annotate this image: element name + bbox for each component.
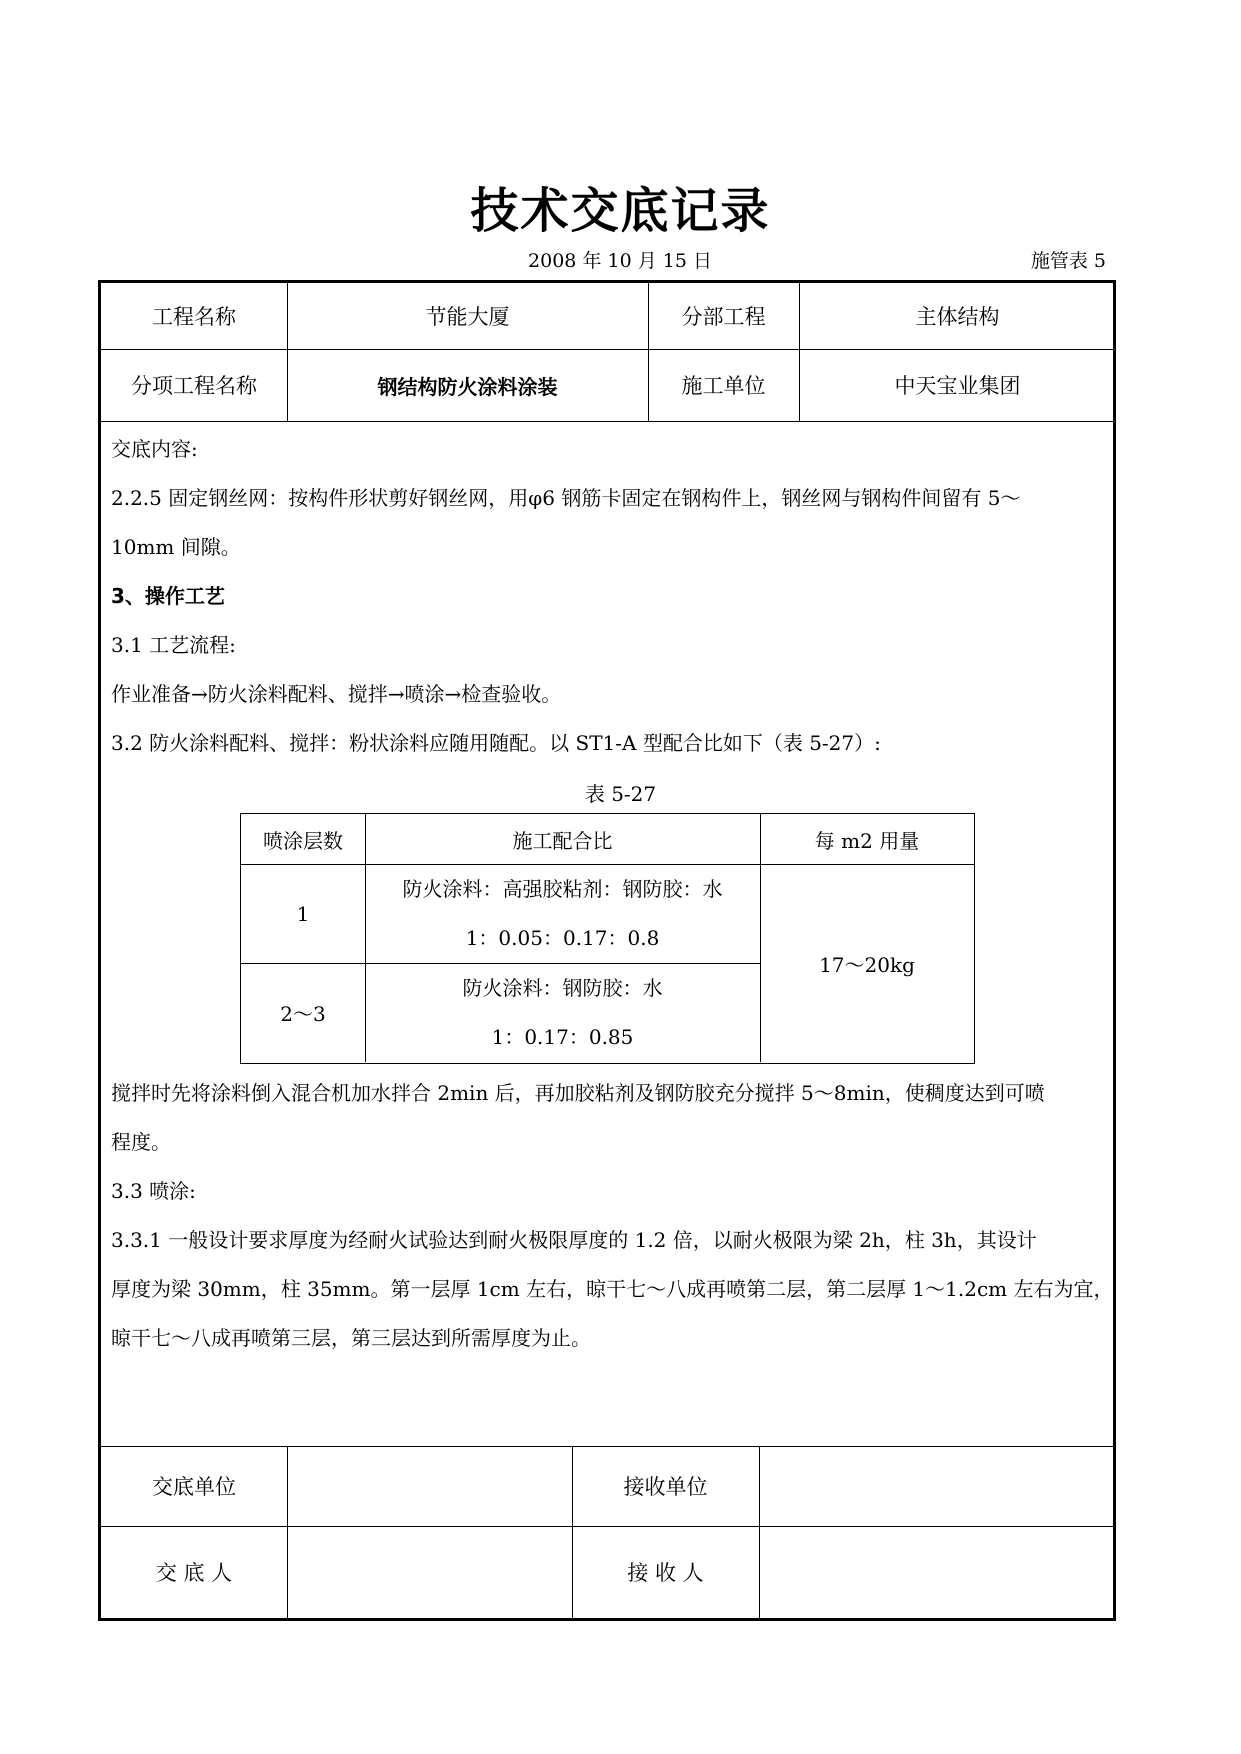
header-usage: 每 m2 用量 (814, 828, 920, 853)
paragraph-line: 3.3 喷涂: (111, 1179, 196, 1203)
paragraph-line: 晾干七～八成再喷第三层，第三层达到所需厚度为止。 (111, 1326, 591, 1350)
row1-ratio-line1: 防火涂料：高强胶粘剂：钢防胶：水 (402, 877, 723, 901)
row-divider (101, 421, 1113, 422)
issuer-field (287, 1526, 572, 1618)
contractor-label: 施工单位 (681, 374, 766, 398)
subitem-label: 分项工程名称 (131, 374, 257, 398)
division-label: 分部工程 (681, 305, 766, 329)
paragraph-line: 3.1 工艺流程: (111, 633, 236, 657)
content-heading: 交底内容: (111, 437, 198, 461)
table-caption: 表 5-27 (584, 782, 657, 806)
receiver-unit-label: 接收单位 (623, 1475, 708, 1499)
paragraph-line: 3.2 防火涂料配料、搅拌：粉状涂料应随用随配。以 ST1-A 型配合比如下（表 5-27）: (111, 731, 881, 755)
document-date: 2008 年 10 月 15 日 (528, 250, 712, 272)
document-title: 技术交底记录 (470, 183, 771, 239)
row2-ratio-line2: 1：0.17：0.85 (491, 1025, 634, 1049)
form-number: 施管表 5 (1030, 250, 1106, 272)
division-value: 主体结构 (915, 305, 1000, 329)
receiver-field (759, 1526, 1116, 1618)
paragraph-line: 10mm 间隙。 (111, 535, 241, 559)
paragraph-line: 2.2.5 固定钢丝网：按构件形状剪好钢丝网，用φ6 钢筋卡固定在钢构件上，钢丝网与钢构件间留有 5～ (111, 486, 1021, 510)
row2-layers: 2～3 (280, 1002, 326, 1026)
row1-ratio-line2: 1：0.05：0.17：0.8 (465, 926, 660, 950)
header-ratio: 施工配合比 (512, 828, 613, 853)
mix-ratio-table (240, 813, 975, 1064)
issuer-label: 交 底 人 (155, 1561, 233, 1585)
contractor-value: 中天宝业集团 (894, 374, 1021, 398)
section-heading: 3、操作工艺 (111, 584, 225, 608)
paragraph-line: 厚度为梁 30mm，柱 35mm。第一层厚 1cm 左右，晾干七～八成再喷第二层，第二层厚 1～1.2cm 左右为宜， (111, 1277, 1114, 1301)
usage-value: 17～20kg (819, 952, 915, 977)
paragraph-line: 搅拌时先将涂料倒入混合机加水拌合 2min 后，再加胶粘剂及钢防胶充分搅拌 5～8min，使稠度达到可喷 (111, 1081, 1045, 1105)
row1-layers: 1 (296, 901, 310, 926)
paragraph-line: 程度。 (111, 1130, 171, 1154)
project-name-label: 工程名称 (152, 305, 236, 329)
header-layers: 喷涂层数 (263, 828, 343, 853)
receiver-label: 接 收 人 (627, 1561, 704, 1585)
issuer-unit-label: 交底单位 (152, 1475, 236, 1499)
issuer-unit-field (287, 1446, 572, 1526)
receiver-unit-field (759, 1446, 1116, 1526)
subitem-value: 钢结构防火涂料涂装 (377, 374, 558, 399)
project-name-value: 节能大厦 (425, 305, 510, 329)
row2-ratio-line1: 防火涂料：钢防胶：水 (462, 976, 663, 1000)
paragraph-line: 作业准备→防火涂料配料、搅拌→喷涂→检查验收。 (111, 682, 562, 706)
paragraph-line: 3.3.1 一般设计要求厚度为经耐火试验达到耐火极限厚度的 1.2 倍，以耐火极限为梁 2h，柱 3h，其设计 (111, 1228, 1037, 1252)
